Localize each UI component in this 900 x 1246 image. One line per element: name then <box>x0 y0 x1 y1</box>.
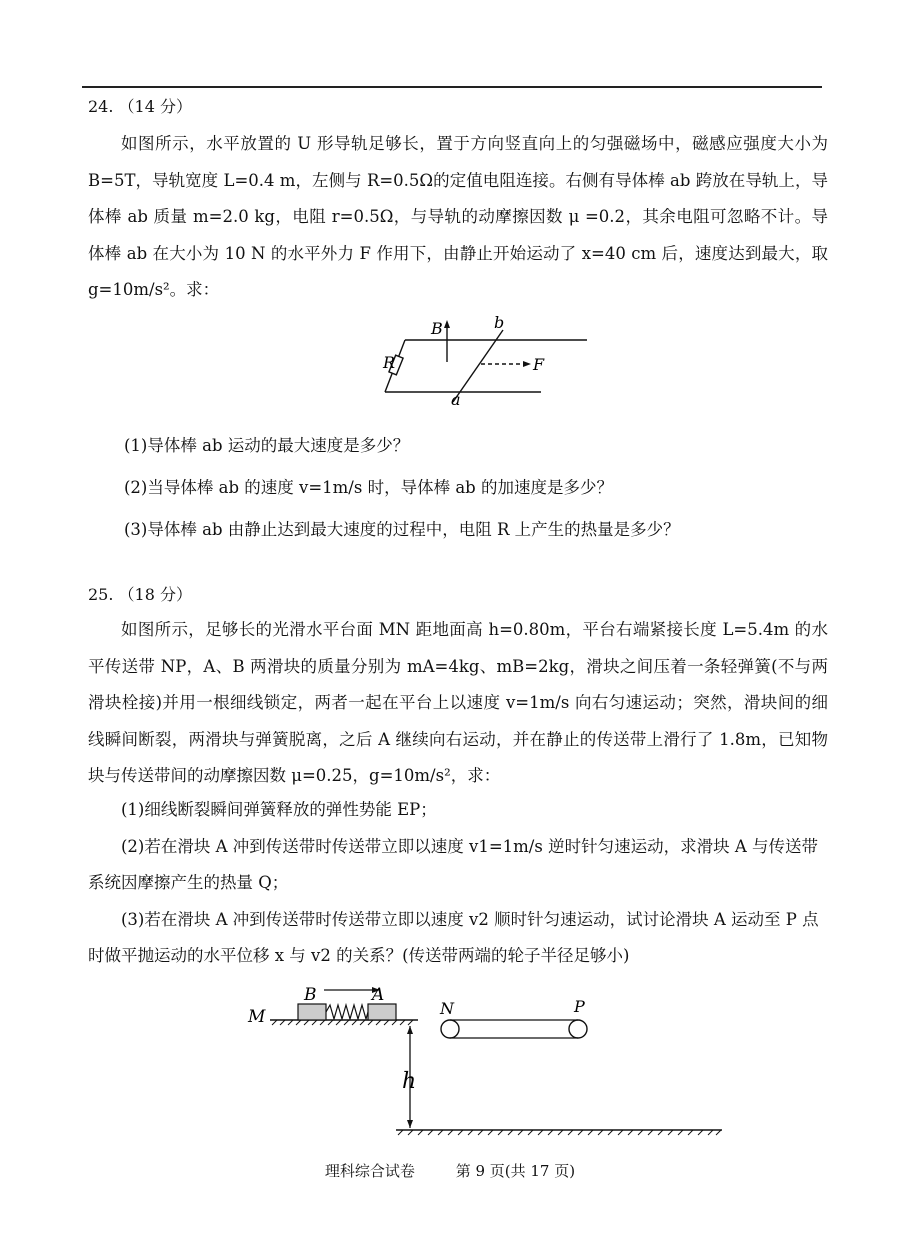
wheel-P <box>569 1020 587 1038</box>
label-A: A <box>372 985 385 1005</box>
q25-text: 如图所示，足够长的光滑水平台面 MN 距地面高 h=0.80m，平台右端紧接长度 L=5.4m 的水平传送带 NP，A、B 两滑块的质量分别为 mA=4kg、mB=2kg，滑块之间压着一条轻弹簧(不与两滑块栓接)并用一根细线锁定，两者一起在平台上以速度 v=1m/s 向右匀速运动；突然，滑块间的细线瞬间断裂，两滑块与弹簧脱离，之后 A 继续向右运动，并在静止的传送带上滑行了 1.8m，已知物块与传送带间的动摩擦因数 μ=0.25，g=10m/s²，求： <box>88 620 828 785</box>
label-N: N <box>440 999 454 1018</box>
q25-question-2: (2)若在滑块 A 冲到传送带时传送带立即以速度 v1=1m/s 逆时针匀速运动，求滑块 A 与传送带系统因摩擦产生的热量 Q； <box>88 836 818 892</box>
q25-question-1: (1)细线断裂瞬间弹簧释放的弹性势能 EP； <box>121 800 437 819</box>
label-b: b <box>494 313 505 332</box>
page-footer <box>0 1160 900 1181</box>
label-F: F <box>533 355 545 374</box>
q24-question-3: (3)导体棒 ab 由静止达到最大速度的过程中，电阻 R 上产生的热量是多少？ <box>124 520 680 539</box>
field-arrowhead <box>444 320 450 328</box>
height-arrow-top <box>407 1026 413 1034</box>
label-R: R <box>383 353 396 372</box>
q24-question-2: (2)当导体棒 ab 的速度 v=1m/s 时，导体棒 ab 的加速度是多少？ <box>124 478 613 497</box>
label-h: h <box>402 1069 417 1094</box>
label-M: M <box>248 1007 266 1027</box>
force-arrowhead <box>523 361 531 367</box>
label-P: P <box>574 997 585 1016</box>
height-arrow-bottom <box>407 1120 413 1128</box>
label-B: B <box>431 319 443 338</box>
q25-questions <box>88 792 828 975</box>
label-a: a <box>451 390 461 409</box>
spring <box>326 1005 368 1019</box>
label-B: B <box>304 985 317 1005</box>
q24-figure <box>355 312 605 412</box>
q25-figure <box>240 976 740 1146</box>
q24-body <box>88 126 828 309</box>
block-A <box>368 1004 396 1020</box>
header-rule <box>82 86 822 88</box>
wheel-N <box>441 1020 459 1038</box>
q25-question-3: (3)若在滑块 A 冲到传送带时传送带立即以速度 v2 顺时针匀速运动，试讨论滑块 A 运动至 P 点时做平抛运动的水平位移 x 与 v2 的关系？(传送带两端的轮子半径足够小) <box>88 909 819 965</box>
q24-heading: 24. （14 分） <box>88 97 192 116</box>
footer-page: 第 9 页(共 17 页) <box>455 1162 576 1180</box>
block-B <box>298 1004 326 1020</box>
q25-heading: 25. （18 分） <box>88 585 192 604</box>
q24-text: 如图所示，水平放置的 U 形导轨足够长，置于方向竖直向上的匀强磁场中，磁感应强度大小为 B=5T，导轨宽度 L=0.4 m，左侧与 R=0.5Ω的定值电阻连接。右侧有导体棒 ab 跨放在导轨上，导体棒 ab 质量 m=2.0 kg，电阻 r=0.5Ω，与导轨的动摩擦因数 μ =0.2，其余电阻可忽略不计。导体棒 ab 在大小为 10 N 的水平外力 F 作用下，由静止开始运动了 x=40 cm 后，速度达到最大，取 g=10m/s²。求： <box>88 134 828 299</box>
q25-body <box>88 612 828 795</box>
footer-subject: 理科综合试卷 <box>324 1162 415 1180</box>
q24-question-1: (1)导体棒 ab 运动的最大速度是多少？ <box>124 436 410 455</box>
